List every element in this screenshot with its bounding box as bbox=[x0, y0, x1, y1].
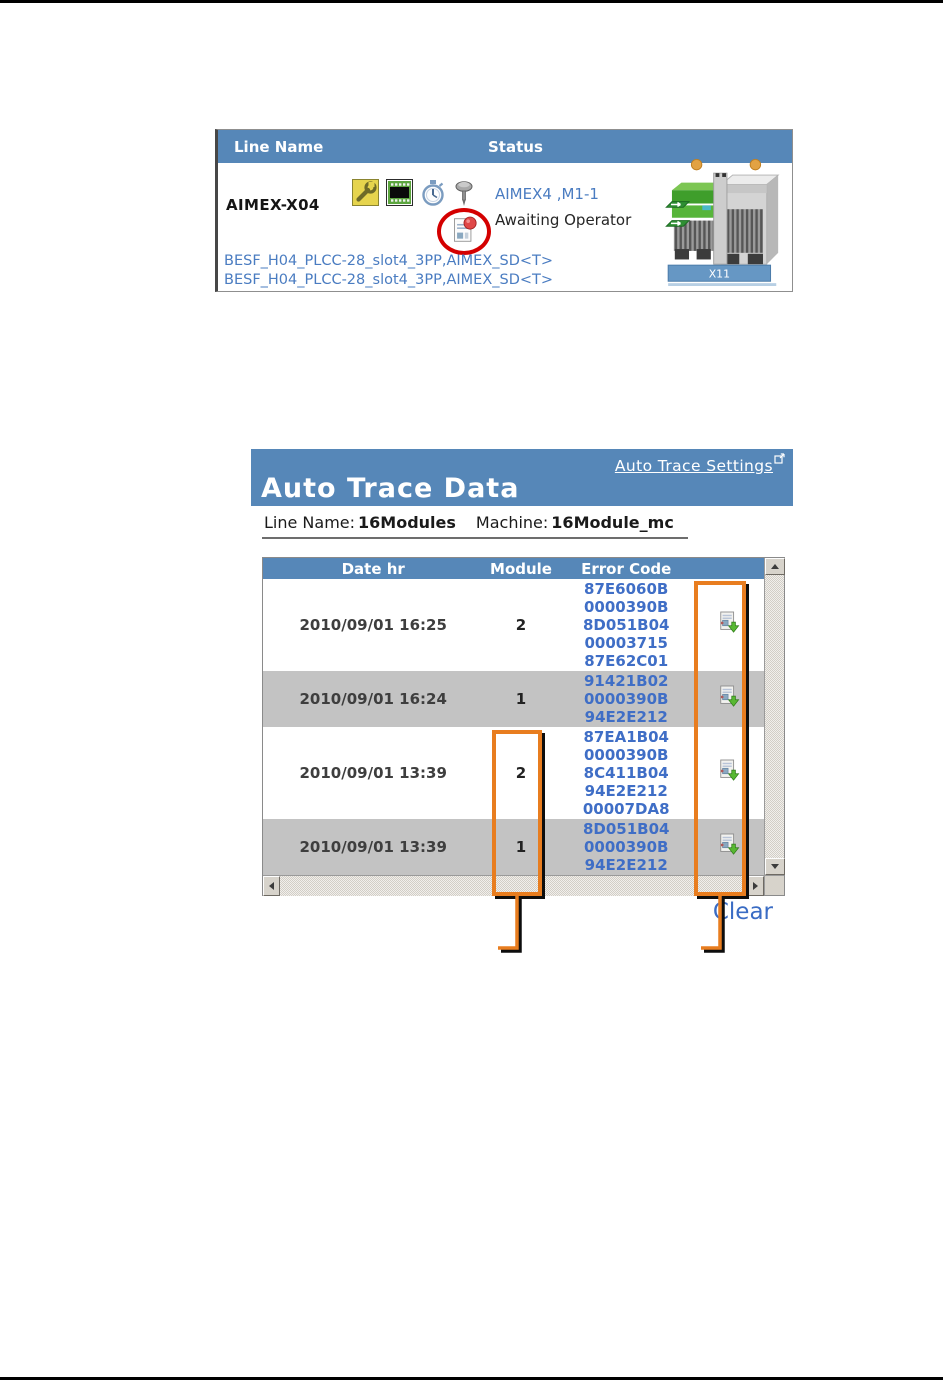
line-name-value: AIMEX-X04 bbox=[226, 196, 320, 214]
date-cell: 2010/09/01 13:39 bbox=[299, 764, 447, 782]
machine-value: 16Module_mc bbox=[551, 513, 674, 532]
annotation-box-export-column bbox=[694, 581, 746, 896]
page-bottom-rule bbox=[0, 1377, 943, 1380]
column-header-date: Date hr bbox=[341, 559, 405, 578]
column-header-error-code: Error Code bbox=[581, 559, 672, 578]
date-cell: 2010/09/01 16:25 bbox=[299, 616, 447, 634]
annotation-box-module-column bbox=[492, 730, 542, 896]
machine-status-icon-row bbox=[352, 179, 475, 211]
auto-trace-title-band bbox=[251, 449, 793, 506]
wrench-tool-icon bbox=[352, 179, 379, 210]
status-column-header: Status bbox=[488, 137, 543, 156]
scrollbar-corner bbox=[764, 875, 784, 895]
module-cell: 2 bbox=[515, 764, 527, 782]
line-name-label: Line Name: bbox=[264, 513, 356, 532]
error-code: 87EA1B04 bbox=[583, 728, 669, 746]
error-code: 87E6060B bbox=[584, 580, 669, 598]
error-code: 0000390B bbox=[583, 690, 669, 708]
module-cell: 1 bbox=[515, 690, 527, 708]
line-name-value: 16Modules bbox=[358, 513, 456, 532]
scroll-down-icon bbox=[771, 864, 779, 869]
pin-icon bbox=[453, 179, 475, 211]
clear-link[interactable]: Clear bbox=[712, 899, 773, 925]
line-status-panel bbox=[215, 129, 793, 292]
column-header-module: Module bbox=[490, 559, 552, 578]
error-code: 94E2E212 bbox=[584, 782, 668, 800]
module-cell: 1 bbox=[515, 838, 527, 856]
error-code: 00007DA8 bbox=[582, 800, 670, 818]
scroll-right-icon bbox=[753, 882, 758, 890]
vertical-scrollbar[interactable] bbox=[764, 558, 784, 875]
ic-chip-icon bbox=[386, 179, 413, 210]
error-code-cell bbox=[559, 728, 694, 818]
trace-table-header bbox=[263, 558, 764, 579]
new-window-icon bbox=[774, 453, 785, 464]
error-code: 94E2E212 bbox=[584, 708, 668, 726]
page-top-rule bbox=[0, 0, 943, 3]
scroll-right-button[interactable] bbox=[747, 876, 764, 896]
error-code: 00003715 bbox=[584, 634, 668, 652]
vertical-scroll-track[interactable] bbox=[765, 575, 784, 858]
module-cell: 2 bbox=[515, 616, 527, 634]
date-cell: 2010/09/01 16:24 bbox=[299, 690, 447, 708]
table-row bbox=[263, 579, 764, 671]
error-code: 94E2E212 bbox=[584, 856, 668, 874]
scroll-left-icon bbox=[269, 882, 274, 890]
machine-label: Machine: bbox=[475, 513, 549, 532]
stopwatch-icon bbox=[420, 179, 446, 211]
status-led-icon bbox=[750, 159, 760, 169]
machine-name-badge: X11 bbox=[708, 267, 731, 281]
error-code: 8D051B04 bbox=[582, 616, 670, 634]
auto-trace-settings-label: Auto Trace Settings bbox=[614, 457, 773, 475]
machine-illustration bbox=[662, 158, 790, 290]
error-code: 0000390B bbox=[583, 598, 669, 616]
error-code: 8C411B04 bbox=[583, 764, 669, 782]
table-row bbox=[263, 671, 764, 727]
program-link[interactable]: BESF_H04_PLCC-28_slot4_3PP,AIMEX_SD<T> bbox=[224, 253, 554, 269]
error-code: 91421B02 bbox=[583, 672, 669, 690]
trace-context-line bbox=[262, 513, 688, 539]
error-code: 0000390B bbox=[583, 838, 669, 856]
error-code-cell bbox=[559, 672, 694, 726]
scroll-down-button[interactable] bbox=[765, 858, 785, 875]
program-link[interactable]: BESF_H04_PLCC-28_slot4_3PP,AIMEX_SD<T> bbox=[224, 272, 554, 288]
error-report-icon bbox=[451, 215, 477, 249]
error-code-cell bbox=[559, 580, 694, 670]
error-code: 8D051B04 bbox=[582, 820, 670, 838]
scroll-left-button[interactable] bbox=[263, 876, 280, 896]
error-code-cell bbox=[559, 820, 694, 874]
status-led-icon bbox=[691, 159, 701, 169]
page-title: Auto Trace Data bbox=[261, 473, 520, 504]
auto-trace-settings-link[interactable] bbox=[615, 453, 785, 475]
machine-module-link[interactable]: AIMEX4 ,M1-1 bbox=[495, 185, 599, 203]
scroll-up-button[interactable] bbox=[765, 558, 785, 575]
highlight-circle bbox=[437, 208, 491, 255]
error-code: 87E62C01 bbox=[584, 652, 669, 670]
scroll-up-icon bbox=[771, 564, 779, 569]
line-name-column-header: Line Name bbox=[234, 137, 324, 156]
date-cell: 2010/09/01 13:39 bbox=[299, 838, 447, 856]
error-code: 0000390B bbox=[583, 746, 669, 764]
machine-status-text: Awaiting Operator bbox=[495, 211, 632, 229]
